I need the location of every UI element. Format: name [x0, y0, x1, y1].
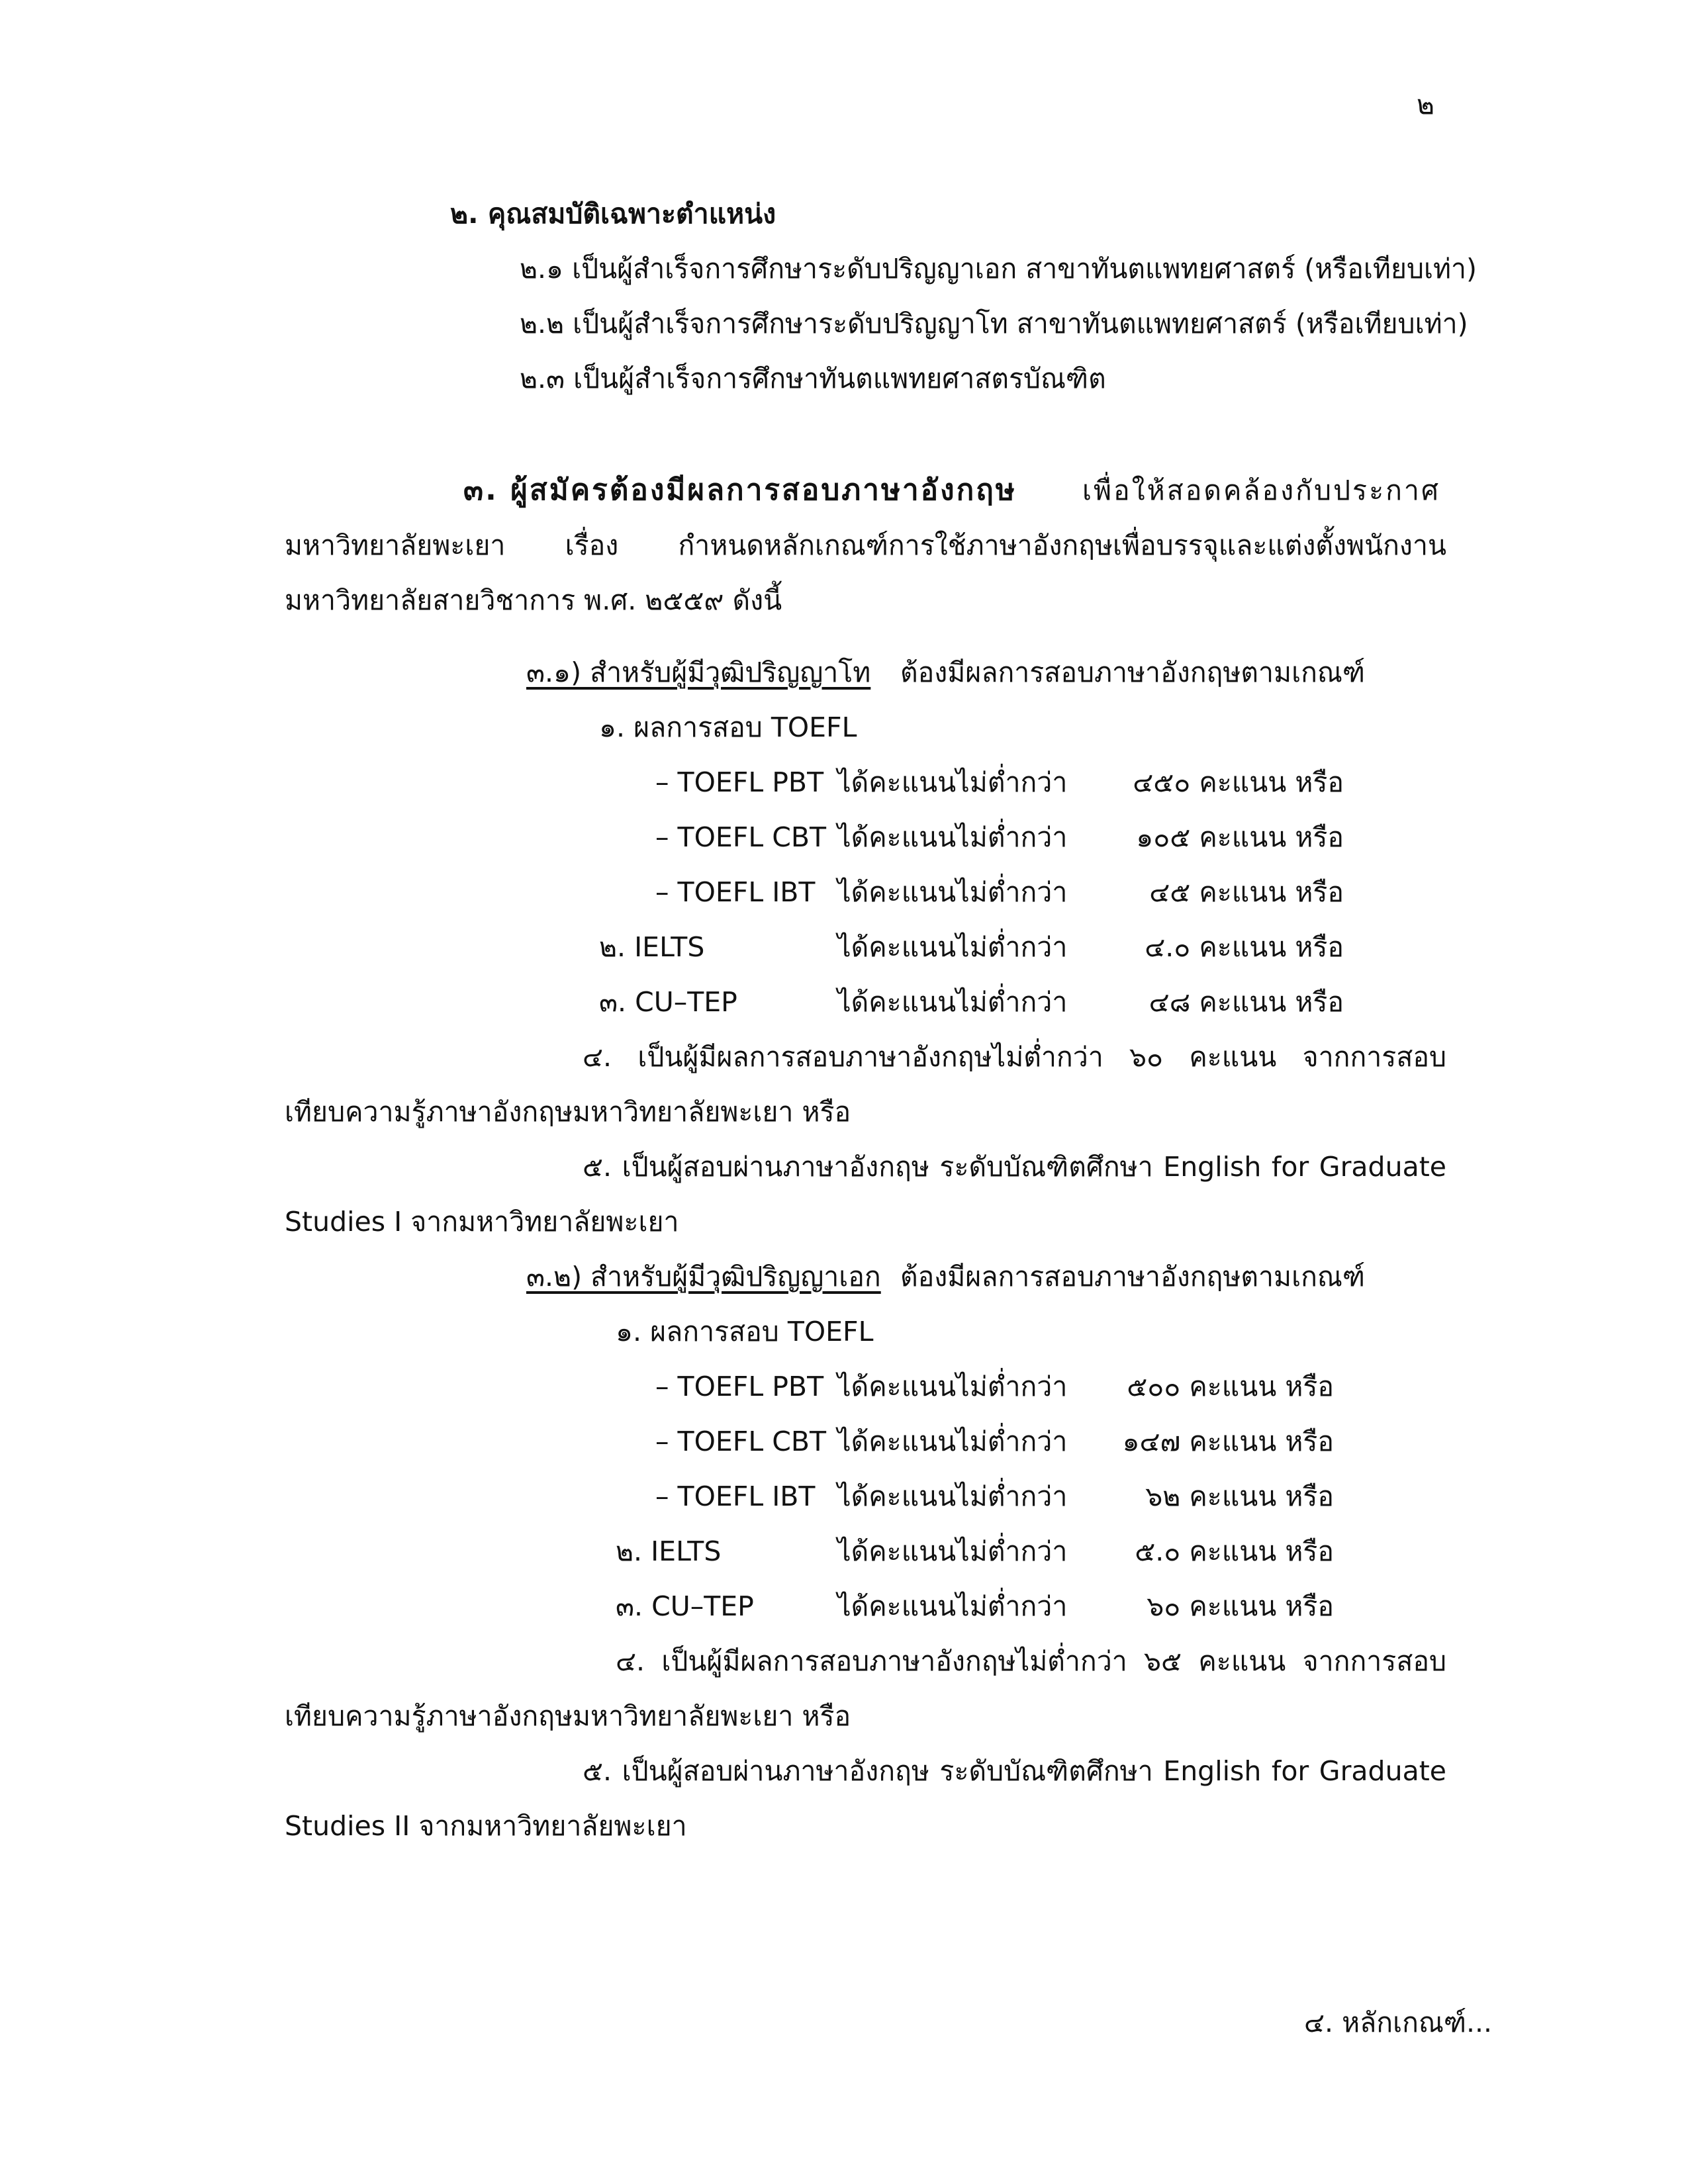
score-condition: ได้คะแนนไม่ต่ำกว่า — [837, 766, 1068, 798]
section-3-heading: ๓. ผู้สมัครต้องมีผลการสอบภาษาอังกฤษ — [463, 473, 1017, 507]
masters-item-5: ๕. เป็นผู้สอบผ่านภาษาอังกฤษ ระดับบัณฑิตศึกษา English for Graduate — [583, 1151, 1446, 1183]
score-condition: ได้คะแนนไม่ต่ำกว่า — [837, 821, 1068, 853]
score-condition: ได้คะแนนไม่ต่ำกว่า — [837, 931, 1068, 963]
score-test: – TOEFL CBT — [655, 821, 827, 853]
section-2-item: ๒.๓ เป็นผู้สำเร็จการศึกษาทันตแพทยศาสตรบัณฑิต — [520, 363, 1106, 394]
masters-subheading-rest: ต้องมีผลการสอบภาษาอังกฤษตามเกณฑ์ — [900, 657, 1365, 688]
score-test: ๒. IELTS — [599, 931, 705, 963]
score-test: – TOEFL IBT — [655, 876, 816, 908]
masters-subheading: ๓.๑) สำหรับผู้มีวุฒิปริญญาโท — [526, 657, 871, 688]
page-number: ๒ — [1417, 89, 1435, 120]
score-condition: ได้คะแนนไม่ต่ำกว่า — [837, 1371, 1068, 1402]
score-value: ๔.๐ คะแนน หรือ — [1145, 931, 1344, 963]
score-test: – TOEFL PBT — [655, 1371, 824, 1402]
toefl-heading: ๑. ผลการสอบ TOEFL — [599, 711, 857, 743]
masters-item-4: ๔. เป็นผู้มีผลการสอบภาษาอังกฤษไม่ต่ำกว่า ๖๐ คะแนน จากการสอบ — [583, 1041, 1446, 1073]
score-condition: ได้คะแนนไม่ต่ำกว่า — [837, 1480, 1068, 1512]
doctoral-subheading-rest: ต้องมีผลการสอบภาษาอังกฤษตามเกณฑ์ — [900, 1261, 1365, 1293]
score-test: – TOEFL IBT — [655, 1480, 816, 1512]
section-3-intro: เพื่อให้สอดคล้องกับประกาศ — [1082, 475, 1440, 506]
score-test: – TOEFL CBT — [655, 1426, 827, 1457]
score-test: ๓. CU–TEP — [616, 1590, 754, 1622]
section-2-heading: ๒. คุณสมบัติเฉพาะตำแหน่ง — [450, 198, 776, 230]
score-value: ๕.๐ คะแนน หรือ — [1135, 1535, 1334, 1567]
score-value: ๔๕๐ คะแนน หรือ — [1133, 766, 1344, 798]
score-test: – TOEFL PBT — [655, 766, 824, 798]
score-test: ๓. CU–TEP — [599, 986, 737, 1018]
masters-item-4-cont: เทียบความรู้ภาษาอังกฤษมหาวิทยาลัยพะเยา หรือ — [285, 1096, 851, 1128]
score-value: ๑๔๗ คะแนน หรือ — [1122, 1426, 1334, 1457]
doctoral-item-5: ๕. เป็นผู้สอบผ่านภาษาอังกฤษ ระดับบัณฑิตศึกษา English for Graduate — [583, 1755, 1446, 1787]
doctoral-subheading: ๓.๒) สำหรับผู้มีวุฒิปริญญาเอก — [526, 1261, 881, 1293]
score-value: ๖๐ คะแนน หรือ — [1147, 1590, 1334, 1622]
score-test: ๒. IELTS — [616, 1535, 722, 1567]
section-2-item: ๒.๑ เป็นผู้สำเร็จการศึกษาระดับปริญญาเอก สาขาทันตแพทยศาสตร์ (หรือเทียบเท่า) — [520, 253, 1477, 285]
score-condition: ได้คะแนนไม่ต่ำกว่า — [837, 1535, 1068, 1567]
toefl-heading: ๑. ผลการสอบ TOEFL — [616, 1316, 874, 1347]
masters-item-5-cont: Studies I จากมหาวิทยาลัยพะเยา — [285, 1206, 679, 1238]
continuation-note: ๔. หลักเกณฑ์... — [1304, 2007, 1493, 2038]
score-condition: ได้คะแนนไม่ต่ำกว่า — [837, 986, 1068, 1018]
score-condition: ได้คะแนนไม่ต่ำกว่า — [837, 1426, 1068, 1457]
section-3-intro: มหาวิทยาลัยพะเยา เรื่อง กำหนดหลักเกณฑ์การใช้ภาษาอังกฤษเพื่อบรรจุและแต่งตั้งพนักงาน — [285, 529, 1446, 561]
score-value: ๑๐๕ คะแนน หรือ — [1136, 821, 1344, 853]
doctoral-item-4-cont: เทียบความรู้ภาษาอังกฤษมหาวิทยาลัยพะเยา หรือ — [285, 1700, 851, 1732]
doctoral-item-4: ๔. เป็นผู้มีผลการสอบภาษาอังกฤษไม่ต่ำกว่า ๖๕ คะแนน จากการสอบ — [616, 1645, 1446, 1677]
doctoral-item-5-cont: Studies II จากมหาวิทยาลัยพะเยา — [285, 1810, 687, 1842]
score-value: ๔๘ คะแนน หรือ — [1149, 986, 1344, 1018]
score-value: ๕๐๐ คะแนน หรือ — [1127, 1371, 1334, 1402]
score-value: ๖๒ คะแนน หรือ — [1145, 1480, 1334, 1512]
score-value: ๔๕ คะแนน หรือ — [1149, 876, 1344, 908]
section-3-intro: มหาวิทยาลัยสายวิชาการ พ.ศ. ๒๕๕๙ ดังนี้ — [285, 584, 782, 616]
score-condition: ได้คะแนนไม่ต่ำกว่า — [837, 876, 1068, 908]
score-condition: ได้คะแนนไม่ต่ำกว่า — [837, 1590, 1068, 1622]
section-2-item: ๒.๒ เป็นผู้สำเร็จการศึกษาระดับปริญญาโท สาขาทันตแพทยศาสตร์ (หรือเทียบเท่า) — [520, 308, 1468, 340]
